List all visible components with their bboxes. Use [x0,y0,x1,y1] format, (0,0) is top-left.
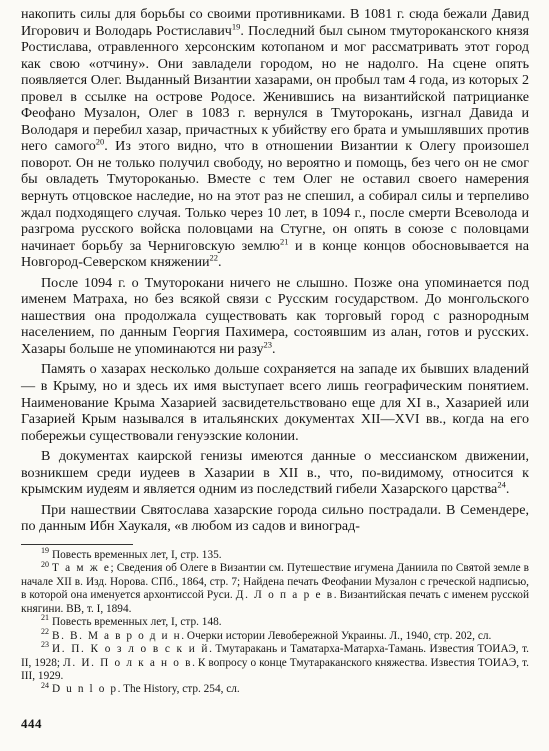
footnote-ref-24[interactable]: 24 [497,479,506,490]
footnote-19: $^{19}$ Повесть временных лет, I, стр. 135. [41,546,222,561]
footnote-ref-22[interactable]: 22 [209,252,219,263]
footnote-ref-21[interactable]: 21 [279,235,289,246]
footnote-ref-19[interactable]: 19 [231,20,241,31]
footnote-ref-20[interactable]: 20 [95,136,105,147]
footnote-22: $^{22}$ В. В. М а в р о д и н. Очерки истории Левобережной Украины. Л., 1940, стр. 202, сл. [41,626,492,642]
paragraph-4: В документах каирской генизы имеются данные о мессианском движении, возникшем среди иудеев в Хазарии в XII в., что, по-видимому, относится к крымским иудеям и является одним из последствий гибели Хазарского царства$^{24}$. [21,448,529,498]
footnote-20: $^{20}$ Т а м ж е; Сведения об Олеге в Византии см. Путешествие игумена Даниила по Святой земле в начале XII в. Изд. Норова. СПб., 1864, стр. 7; Найдена печать Феофании Музалон с греческой надписью, в которой она именуется архонтиссой Руси. Д. Л о п а р е в. Византийская печать с именем русской княгини. ВВ, т. I, 1894. [21,559,529,615]
paragraph-1: накопить силы для борьбы со своими противниками. В 1081 г. сюда бежали Давид Игорович и Володарь Ростиславич$^{19}$. Последний был сыном тмутороканского князя Ростислава, отравленного херсонским котопаном и мог рассматривать этот город как свою «отчину». Они завладели городом, но не надолго. На сцене опять появляется Олег. Выданный Византии хазарами, он пробыл там 4 года, из которых 2 провел в ссылке на острове Родосе. Женившись на византийской патрицианке Феофано Музалон, Олег в 1083 г. вернулся в Тмуторокань, изгнал Давида и Володаря и перебил хазар, причастных к убийству его брата и умышлявших против него самого$^{20}$. Из этого видно, что в отношении Византии к Олегу произошел поворот. Он не только получил свободу, но вероятно и помощь, без чего он не смог бы овладеть Тмутороканью. Вместе с тем Олег не оставил своего намерения вернуть отцовское наследие, но на этот раз не спешил, а собирал силы и терпеливо ждал подходящего случая. Только через 10 лет, в 1094 г., после смерти Всеволода и разгрома русского войска половцами на Стугне, он опять в союзе с половцами начинает борьбу за Черниговскую землю$^{21}$ и в конце концов обосновывается на Новгород-Северском княжении$^{22}$. [21,6,529,271]
footnote-23: $^{23}$ И. П. К о з л о в с к и й. Тмутаракань и Таматарха-Матарха-Тамань. Известия ТОИАЭ, т. II, 1928; Л. И. П о л к а н о в. К вопросу о конце Тмутараканского княжества. Известия ТОИАЭ, т. III, 1929. [21,640,530,683]
footnote-divider [21,544,133,545]
footnotes [21,546,530,697]
page-content [21,6,529,697]
paragraph-5: При нашествии Святослава хазарские города сильно пострадали. В Семендере, по данным Ибн Хаукаля, «в любом из садов и виноград- [21,501,529,535]
paragraph-2: После 1094 г. о Тмуторокани ничего не слышно. Позже она упоминается под именем Матраха, но без всякой связи с Русским государством. До монгольского нашествия она продолжала существовать как торговый город с разнородным населением, по данным Георгия Пахимера, состоявшим из алан, готов и русских. Хазары больше не упоминаются ни разу$^{23}$. [21,274,529,357]
paragraph-3: Память о хазарах несколько дольше сохраняется на западе их бывших владений — в Крыму, но и здесь их имя выступает всего лишь географическим понятием. Наименование Крыма Хазарией засвидетельствовано еще для XI в., Хазарией или Газарией Крым назывался в итальянских документах XII—XVI вв., когда на его побережьи существовали генуэзские колонии. [21,361,529,444]
page-number: 444 [21,716,42,731]
footnote-ref-23[interactable]: 23 [263,339,273,350]
footnote-24: $^{24}$ D u n l o p. The History, стр. 254, сл. [41,680,240,696]
footnote-21: $^{21}$ Повесть временных лет, I, стр. 148. [41,613,222,629]
